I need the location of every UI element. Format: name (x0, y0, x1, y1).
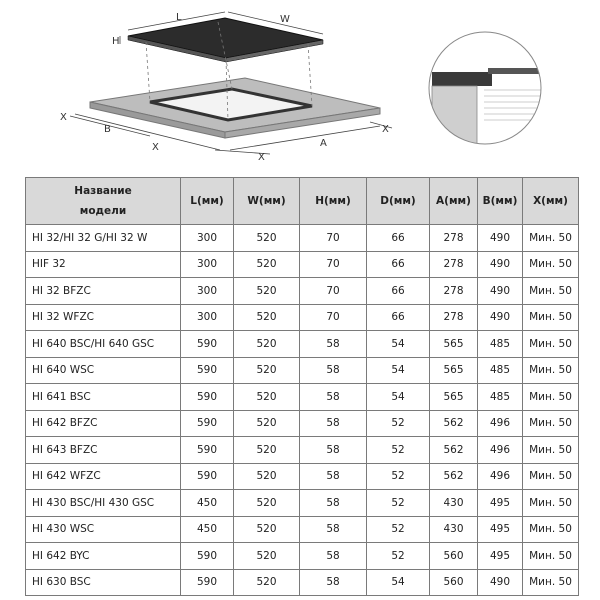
cell-b: 495 (478, 516, 523, 543)
cell-w: 520 (234, 569, 300, 596)
cell-h: 58 (300, 516, 367, 543)
dim-label-x-bottom-left: X (152, 142, 159, 153)
cell-l: 300 (181, 278, 234, 305)
table-row (26, 437, 579, 464)
cell-b: 485 (478, 384, 523, 411)
cell-l: 450 (181, 516, 234, 543)
header-model: Название модели (26, 178, 181, 225)
dim-label-l: L (176, 12, 182, 23)
cell-model: HIF 32 (26, 251, 181, 278)
cell-b: 490 (478, 225, 523, 252)
cell-w: 520 (234, 516, 300, 543)
table-row (26, 463, 579, 490)
cell-model: HI 640 WSC (26, 357, 181, 384)
cell-l: 450 (181, 490, 234, 517)
cell-a: 278 (430, 225, 478, 252)
cell-x: Мин. 50 (523, 331, 579, 358)
cell-b: 495 (478, 490, 523, 517)
cell-d: 54 (367, 384, 430, 411)
cell-b: 485 (478, 331, 523, 358)
cell-d: 52 (367, 516, 430, 543)
cell-a: 565 (430, 331, 478, 358)
cell-l: 590 (181, 569, 234, 596)
cell-d: 52 (367, 410, 430, 437)
cell-x: Мин. 50 (523, 516, 579, 543)
cell-h: 58 (300, 357, 367, 384)
cell-w: 520 (234, 357, 300, 384)
cell-model: HI 640 BSC/HI 640 GSC (26, 331, 181, 358)
table-row (26, 543, 579, 570)
cell-d: 52 (367, 490, 430, 517)
header-h: H(мм) (300, 178, 367, 225)
cell-l: 590 (181, 410, 234, 437)
cell-model: HI 32/HI 32 G/HI 32 W (26, 225, 181, 252)
cell-a: 562 (430, 410, 478, 437)
table-header-row (26, 178, 579, 225)
table-row (26, 225, 579, 252)
cell-a: 430 (430, 490, 478, 517)
cell-l: 590 (181, 463, 234, 490)
cell-x: Мин. 50 (523, 490, 579, 517)
cell-x: Мин. 50 (523, 569, 579, 596)
installation-diagram (0, 0, 600, 170)
cell-model: HI 643 BFZC (26, 437, 181, 464)
dim-label-a: A (320, 138, 327, 149)
cell-h: 70 (300, 304, 367, 331)
dim-label-w: W (280, 14, 290, 25)
cell-d: 52 (367, 437, 430, 464)
cell-h: 58 (300, 490, 367, 517)
cell-w: 520 (234, 304, 300, 331)
cell-model: HI 430 WSC (26, 516, 181, 543)
header-l: L(мм) (181, 178, 234, 225)
table-row (26, 357, 579, 384)
table-row (26, 490, 579, 517)
cell-model: HI 630 BSC (26, 569, 181, 596)
cell-b: 490 (478, 304, 523, 331)
cell-h: 70 (300, 278, 367, 305)
cell-h: 58 (300, 463, 367, 490)
cell-a: 560 (430, 543, 478, 570)
table-row (26, 304, 579, 331)
cell-b: 496 (478, 437, 523, 464)
cell-b: 496 (478, 410, 523, 437)
cell-h: 58 (300, 437, 367, 464)
cell-a: 562 (430, 463, 478, 490)
cell-a: 565 (430, 384, 478, 411)
table-row (26, 278, 579, 305)
cell-x: Мин. 50 (523, 251, 579, 278)
cell-x: Мин. 50 (523, 437, 579, 464)
table-body (26, 225, 579, 596)
cell-x: Мин. 50 (523, 278, 579, 305)
cell-h: 58 (300, 410, 367, 437)
cell-h: 58 (300, 569, 367, 596)
cell-d: 54 (367, 569, 430, 596)
table-row (26, 410, 579, 437)
cell-model: HI 32 BFZC (26, 278, 181, 305)
cell-a: 430 (430, 516, 478, 543)
cell-w: 520 (234, 331, 300, 358)
cell-model: HI 32 WFZC (26, 304, 181, 331)
cell-a: 560 (430, 569, 478, 596)
cell-l: 590 (181, 331, 234, 358)
cell-d: 54 (367, 331, 430, 358)
cell-a: 565 (430, 357, 478, 384)
header-b: B(мм) (478, 178, 523, 225)
cell-l: 590 (181, 437, 234, 464)
cell-b: 496 (478, 463, 523, 490)
cell-x: Мин. 50 (523, 304, 579, 331)
dim-label-x-bottom: X (258, 152, 265, 163)
cell-b: 490 (478, 569, 523, 596)
cell-l: 590 (181, 384, 234, 411)
cell-w: 520 (234, 490, 300, 517)
cell-w: 520 (234, 437, 300, 464)
table-row (26, 384, 579, 411)
dim-label-b: B (104, 124, 111, 135)
cell-x: Мин. 50 (523, 357, 579, 384)
cell-h: 70 (300, 251, 367, 278)
dim-label-h: H (112, 36, 120, 47)
cell-d: 66 (367, 225, 430, 252)
cell-l: 300 (181, 225, 234, 252)
cell-d: 66 (367, 304, 430, 331)
cell-w: 520 (234, 463, 300, 490)
cell-d: 66 (367, 251, 430, 278)
cell-h: 58 (300, 331, 367, 358)
cell-model: HI 430 BSC/HI 430 GSC (26, 490, 181, 517)
cell-a: 278 (430, 278, 478, 305)
cell-b: 495 (478, 543, 523, 570)
cell-a: 278 (430, 304, 478, 331)
cell-d: 54 (367, 357, 430, 384)
specifications-table (25, 177, 579, 596)
dim-label-x-left: X (60, 112, 67, 123)
cell-d: 52 (367, 463, 430, 490)
cell-w: 520 (234, 384, 300, 411)
dim-label-x-right: X (382, 124, 389, 135)
table-row (26, 331, 579, 358)
table-row (26, 251, 579, 278)
header-a: A(мм) (430, 178, 478, 225)
cell-l: 300 (181, 251, 234, 278)
cell-w: 520 (234, 543, 300, 570)
cell-a: 278 (430, 251, 478, 278)
cell-h: 58 (300, 384, 367, 411)
cell-b: 490 (478, 251, 523, 278)
cell-d: 66 (367, 278, 430, 305)
cell-b: 490 (478, 278, 523, 305)
cell-h: 58 (300, 543, 367, 570)
hob-glass (128, 18, 323, 58)
table-row (26, 516, 579, 543)
header-w: W(мм) (234, 178, 300, 225)
cell-w: 520 (234, 251, 300, 278)
header-x: X(мм) (523, 178, 579, 225)
cell-a: 562 (430, 437, 478, 464)
cell-x: Мин. 50 (523, 410, 579, 437)
cell-x: Мин. 50 (523, 543, 579, 570)
cell-h: 70 (300, 225, 367, 252)
cell-x: Мин. 50 (523, 225, 579, 252)
cell-model: HI 642 BYC (26, 543, 181, 570)
header-d: D(мм) (367, 178, 430, 225)
cell-model: HI 641 BSC (26, 384, 181, 411)
cell-model: HI 642 WFZC (26, 463, 181, 490)
table-row (26, 569, 579, 596)
cell-w: 520 (234, 225, 300, 252)
cell-x: Мин. 50 (523, 463, 579, 490)
cell-model: HI 642 BFZC (26, 410, 181, 437)
cell-d: 52 (367, 543, 430, 570)
cell-x: Мин. 50 (523, 384, 579, 411)
cell-l: 300 (181, 304, 234, 331)
cell-b: 485 (478, 357, 523, 384)
cell-l: 590 (181, 357, 234, 384)
cell-w: 520 (234, 410, 300, 437)
cell-w: 520 (234, 278, 300, 305)
cell-l: 590 (181, 543, 234, 570)
